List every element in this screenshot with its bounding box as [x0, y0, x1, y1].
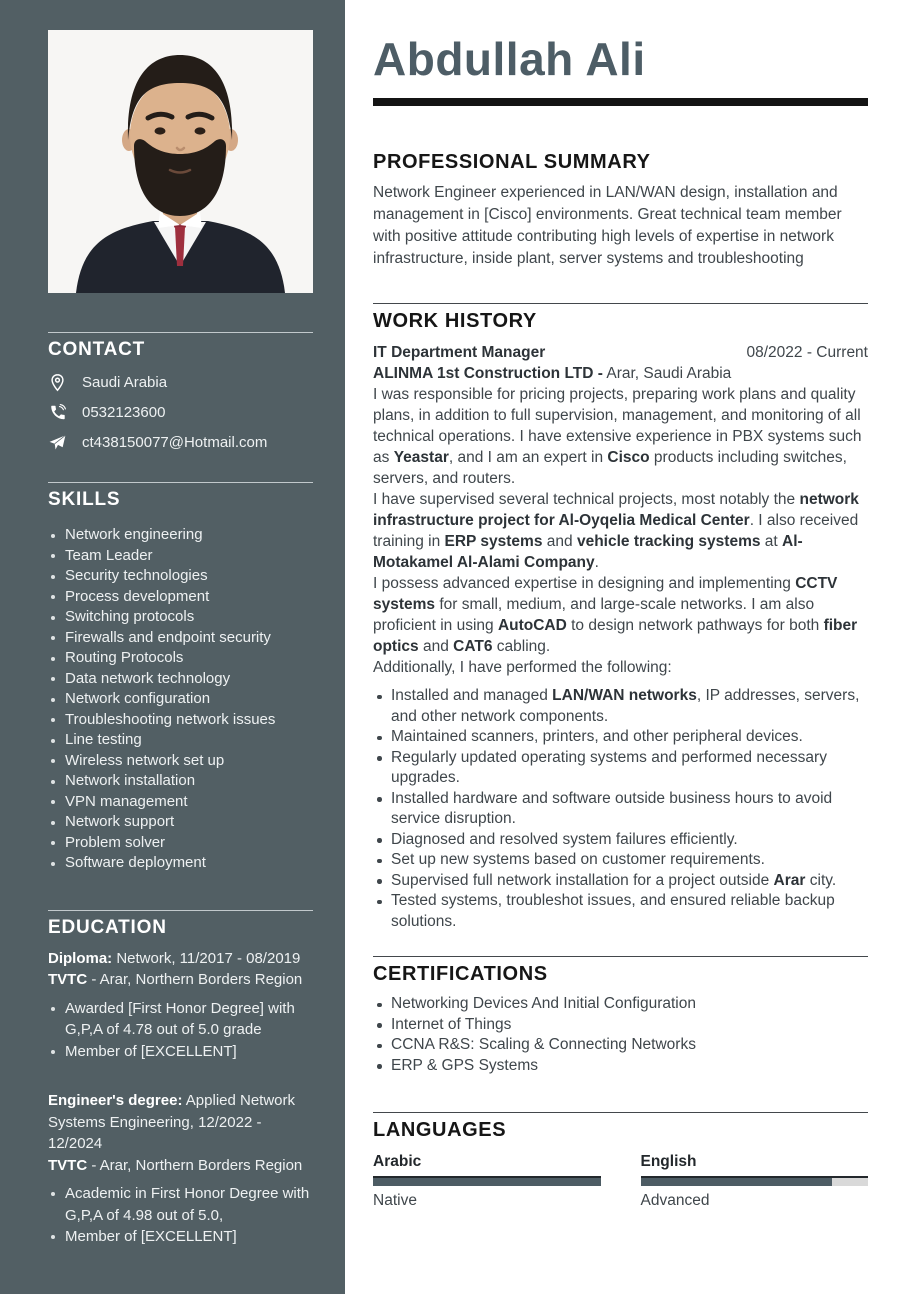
- school-location: - Arar, Northern Borders Region: [87, 1156, 303, 1174]
- contact-item-phone: [48, 401, 313, 423]
- contact-item-location: [48, 371, 313, 393]
- company-line: [373, 363, 868, 384]
- education-bullet: Member of [EXCELLENT]: [48, 1226, 313, 1248]
- contact-item-email: [48, 431, 313, 453]
- degree-label: Engineer's degree:: [48, 1092, 183, 1109]
- name-underline-bar: [373, 98, 868, 106]
- sidebar: [0, 0, 345, 1294]
- language-bar: [641, 1176, 869, 1186]
- contact-text: ct438150077@Hotmail.com: [82, 433, 268, 451]
- contact-heading: CONTACT: [48, 339, 146, 360]
- languages-divider: [373, 1112, 868, 1113]
- work-bullet: Installed and managed LAN/WAN networks, IP addresses, servers, and other network components.: [373, 686, 868, 727]
- work-bullet: Maintained scanners, printers, and other peripheral devices.: [373, 727, 868, 748]
- skill-item: Problem solver: [48, 833, 313, 854]
- skill-item: Process development: [48, 587, 313, 608]
- skill-item: VPN management: [48, 792, 313, 813]
- education-bullets: [48, 1183, 313, 1248]
- school-line: [48, 969, 313, 991]
- skill-item: Wireless network set up: [48, 751, 313, 772]
- education-bullet: Member of [EXCELLENT]: [48, 1041, 313, 1063]
- certifications-divider: [373, 956, 868, 957]
- languages-grid: [373, 1152, 868, 1210]
- work-paragraph: Additionally, I have performed the following:: [373, 659, 672, 676]
- certifications-list: [373, 994, 868, 1076]
- job-header-row: [373, 342, 868, 363]
- work-bullet: Installed hardware and software outside business hours to avoid service disruption.: [373, 789, 868, 830]
- skill-item: Network support: [48, 812, 313, 833]
- work-bullet: Supervised full network installation for a project outside Arar city.: [373, 871, 868, 892]
- summary-text: Network Engineer experienced in LAN/WAN design, installation and management in [Cisco] environments. Great technical team member with positive attitude contributing high levels of expertise in network infrastructure, inside plant, server systems and troubleshooting: [373, 184, 842, 267]
- summary-section: [373, 150, 868, 270]
- language-english: [641, 1152, 869, 1210]
- language-bar-fill: [641, 1178, 832, 1186]
- skill-item: Troubleshooting network issues: [48, 710, 313, 731]
- education-bullet: Academic in First Honor Degree with G,P,A of 4.98 out of 5.0,: [48, 1183, 313, 1226]
- contact-text: 0532123600: [82, 403, 166, 421]
- work-bullet-list: [373, 686, 868, 932]
- education-heading: EDUCATION: [48, 916, 167, 938]
- phone-icon: [48, 403, 67, 422]
- certification-item: Networking Devices And Initial Configuration: [373, 994, 868, 1015]
- work-history-heading: WORK HISTORY: [373, 310, 537, 332]
- certification-item: Internet of Things: [373, 1015, 868, 1036]
- skill-item: Routing Protocols: [48, 648, 313, 669]
- languages-heading: LANGUAGES: [373, 1119, 507, 1141]
- company-name: ALINMA 1st Construction LTD -: [373, 365, 603, 382]
- work-history-section: [373, 303, 868, 932]
- skills-divider: [48, 482, 313, 483]
- work-bullet: Tested systems, troubleshot issues, and ensured reliable backup solutions.: [373, 891, 868, 932]
- skill-item: Network installation: [48, 771, 313, 792]
- summary-heading: PROFESSIONAL SUMMARY: [373, 151, 651, 173]
- skill-item: Network engineering: [48, 525, 313, 546]
- degree-line: [48, 948, 313, 970]
- language-level: Advanced: [640, 1192, 710, 1209]
- skill-item: Security technologies: [48, 566, 313, 587]
- work-bullet: Diagnosed and resolved system failures efficiently.: [373, 830, 868, 851]
- school-line: [48, 1155, 313, 1177]
- education-bullet: Awarded [First Honor Degree] with G,P,A of 4.78 out of 5.0 grade: [48, 998, 313, 1041]
- portrait-illustration: [48, 30, 313, 293]
- certifications-heading: CERTIFICATIONS: [373, 963, 548, 985]
- skill-item: Firewalls and endpoint security: [48, 628, 313, 649]
- profile-photo: [48, 30, 313, 293]
- location-pin-icon: [48, 373, 67, 392]
- page-title: Abdullah Ali: [373, 33, 646, 85]
- work-bullet: Regularly updated operating systems and performed necessary upgrades.: [373, 748, 868, 789]
- education-divider: [48, 910, 313, 911]
- languages-section: [373, 1112, 868, 1210]
- skill-item: Team Leader: [48, 546, 313, 567]
- education-entry-diploma: [48, 948, 313, 1063]
- main-column: [345, 0, 919, 1294]
- work-paragraph: I possess advanced expertise in designing and implementing CCTV systems for small, medium, and large-scale networks. I am also proficient in using AutoCAD to design network pathways for both fiber optics and CAT6 cabling.: [373, 575, 858, 655]
- education-section: [48, 910, 313, 1248]
- work-bullet: Set up new systems based on customer requirements.: [373, 850, 868, 871]
- contact-section: [48, 332, 313, 453]
- degree-detail: Network, 11/2017 - 08/2019: [112, 949, 301, 967]
- school-name: TVTC: [48, 1156, 88, 1174]
- education-bullets: [48, 998, 313, 1063]
- skill-item: Line testing: [48, 730, 313, 751]
- work-paragraphs: [373, 384, 868, 678]
- work-paragraph: I have supervised several technical projects, most notably the network infrastructure project for Al-Oyqelia Medical Center. I also received training in ERP systems and vehicle tracking systems at Al-Motakamel Al-Alami Company.: [373, 491, 859, 571]
- contact-text: Saudi Arabia: [82, 373, 168, 391]
- skill-item: Network configuration: [48, 689, 313, 710]
- job-dates: 08/2022 - Current: [746, 344, 868, 361]
- skill-item: Switching protocols: [48, 607, 313, 628]
- contact-list: [48, 371, 313, 453]
- language-bar-fill: [373, 1178, 601, 1186]
- degree-label: Diploma:: [48, 949, 113, 967]
- skills-heading: SKILLS: [48, 489, 121, 510]
- degree-detail: Applied Network Systems Engineering, 12/2022 - 12/2024: [48, 1092, 296, 1152]
- school-name: TVTC: [48, 971, 88, 988]
- skill-item: Software deployment: [48, 853, 313, 874]
- language-bar: [373, 1176, 601, 1186]
- language-name: Arabic: [373, 1153, 422, 1170]
- certification-item: CCNA R&S: Scaling & Connecting Networks: [373, 1035, 868, 1056]
- job-title: IT Department Manager: [373, 344, 546, 361]
- skill-item: Data network technology: [48, 669, 313, 690]
- skills-list: [48, 525, 313, 874]
- language-level: Native: [373, 1192, 417, 1209]
- company-location: Arar, Saudi Arabia: [602, 365, 732, 382]
- send-icon: [48, 433, 67, 452]
- language-arabic: [373, 1152, 601, 1210]
- certification-item: ERP & GPS Systems: [373, 1056, 868, 1077]
- education-entry-engineer: [48, 1090, 313, 1248]
- contact-divider: [48, 332, 313, 333]
- school-location: - Arar, Northern Borders Region: [87, 971, 303, 988]
- work-history-divider: [373, 303, 868, 304]
- skills-section: [48, 482, 313, 874]
- work-paragraph: I was responsible for pricing projects, preparing work plans and quality plans, in addition to full supervision, management, and monitoring of all technical operations. I have extensive experience in PBX systems such as Yeastar, and I am an expert in Cisco products including switches, servers, and routers.: [373, 386, 862, 487]
- degree-line: [48, 1090, 313, 1155]
- certifications-section: [373, 956, 868, 1076]
- language-name: English: [640, 1153, 697, 1170]
